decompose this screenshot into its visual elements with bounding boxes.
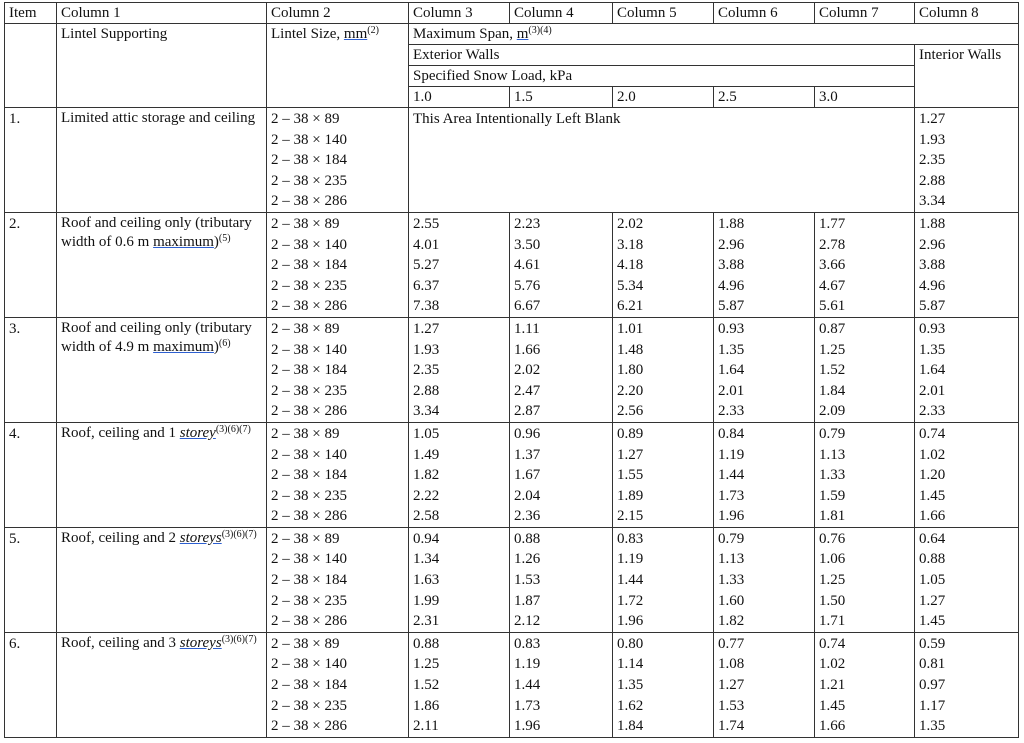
span-value: 1.66 — [514, 341, 541, 358]
exterior-span-cell — [714, 632, 815, 737]
span-value: 0.77 — [718, 635, 745, 652]
lintel-supporting-tail: ) — [213, 233, 219, 250]
span-value: 1.84 — [819, 382, 846, 399]
span-value: 0.83 — [514, 635, 541, 652]
span-value: 4.61 — [514, 257, 541, 274]
interior-span-value: 1.35 — [919, 718, 946, 735]
span-value: 1.26 — [514, 551, 541, 568]
span-value: 2.33 — [718, 403, 745, 420]
header-column-8: Column 8 — [915, 3, 1019, 24]
lintel-size: 2 – 38 × 286 — [271, 613, 347, 630]
span-value: 1.73 — [514, 697, 541, 714]
span-value: 2.15 — [617, 508, 644, 525]
exterior-span-cell — [510, 632, 613, 737]
interior-span-value: 0.81 — [919, 656, 946, 673]
span-value: 5.87 — [718, 298, 745, 315]
header-column-5: Column 5 — [613, 3, 714, 24]
exterior-span-cell — [714, 317, 815, 422]
span-value: 1.13 — [718, 551, 745, 568]
span-value: 1.25 — [819, 341, 846, 358]
span-value: 3.66 — [819, 257, 846, 274]
interior-span-cell — [915, 422, 1019, 527]
span-value: 2.87 — [514, 403, 541, 420]
lintel-size-cell — [267, 527, 409, 632]
lintel-size: 2 – 38 × 140 — [271, 656, 347, 673]
lintel-size: 2 – 38 × 184 — [271, 257, 347, 274]
span-value: 2.56 — [617, 403, 644, 420]
storey-definition-link[interactable]: storeys — [179, 529, 222, 546]
snow-load-1-0: 1.0 — [409, 87, 510, 108]
span-value: 1.96 — [617, 613, 644, 630]
exterior-span-cell — [510, 422, 613, 527]
span-value: 2.36 — [514, 508, 541, 525]
span-value: 3.34 — [413, 403, 440, 420]
lintel-size: 2 – 38 × 140 — [271, 446, 347, 463]
span-value: 0.84 — [718, 425, 745, 442]
span-value: 1.48 — [617, 341, 644, 358]
span-value: 1.88 — [718, 215, 745, 232]
span-value: 1.21 — [819, 677, 846, 694]
span-value: 4.01 — [413, 236, 440, 253]
lintel-supporting-text — [61, 424, 266, 443]
header-column-4: Column 4 — [510, 3, 613, 24]
interior-span-cell — [915, 212, 1019, 317]
exterior-span-cell — [409, 212, 510, 317]
span-value: 2.11 — [413, 718, 439, 735]
interior-span-value: 1.17 — [919, 697, 946, 714]
span-value: 0.80 — [617, 635, 644, 652]
span-value: 2.78 — [819, 236, 846, 253]
lintel-size-cell — [267, 212, 409, 317]
span-value: 1.66 — [819, 718, 846, 735]
span-value: 1.11 — [514, 320, 540, 337]
item-number: 2. — [5, 212, 57, 317]
header-item: Item — [5, 3, 57, 24]
item-number: 1. — [5, 108, 57, 213]
interior-span-value: 1.45 — [919, 613, 946, 630]
interior-span-value: 2.33 — [919, 403, 946, 420]
lintel-size: 2 – 38 × 184 — [271, 572, 347, 589]
header-row-descriptions — [5, 24, 1019, 45]
span-value: 0.87 — [819, 320, 846, 337]
snow-load-3-0: 3.0 — [815, 87, 915, 108]
snow-load-2-0: 2.0 — [613, 87, 714, 108]
interior-span-value: 2.01 — [919, 382, 946, 399]
lintel-size: 2 – 38 × 235 — [271, 172, 347, 189]
span-value: 1.86 — [413, 697, 440, 714]
span-value: 0.94 — [413, 530, 440, 547]
lintel-supporting-text — [61, 634, 266, 653]
span-value: 1.53 — [718, 697, 745, 714]
span-value: 3.50 — [514, 236, 541, 253]
lintel-supporting-label: Roof, ceiling and 2 — [61, 529, 180, 546]
span-value: 0.79 — [718, 530, 745, 547]
exterior-span-cell — [510, 527, 613, 632]
interior-span-value: 0.88 — [919, 551, 946, 568]
interior-span-value: 1.35 — [919, 341, 946, 358]
exterior-span-cell — [714, 422, 815, 527]
exterior-span-cell — [613, 317, 714, 422]
span-value: 1.27 — [413, 320, 440, 337]
lintel-supporting-text — [61, 214, 266, 252]
interior-span-value: 1.66 — [919, 508, 946, 525]
interior-span-value: 0.74 — [919, 425, 946, 442]
span-value: 3.18 — [617, 236, 644, 253]
lintel-size-label: Lintel Size, — [271, 26, 344, 42]
span-value: 3.88 — [718, 257, 745, 274]
interior-span-value: 2.96 — [919, 236, 946, 253]
span-value: 1.84 — [617, 718, 644, 735]
span-value: 1.35 — [718, 341, 745, 358]
interior-span-value: 5.87 — [919, 298, 946, 315]
interior-span-value: 1.45 — [919, 487, 946, 504]
exterior-span-cell — [409, 422, 510, 527]
span-value: 1.44 — [514, 677, 541, 694]
interior-span-value: 1.20 — [919, 467, 946, 484]
item-number: 4. — [5, 422, 57, 527]
header-item-blank — [5, 24, 57, 108]
header-row-columns — [5, 3, 1019, 24]
span-value: 0.83 — [617, 530, 644, 547]
header-lintel-size — [267, 24, 409, 108]
lintel-supporting-text — [61, 319, 266, 357]
span-value: 2.20 — [617, 382, 644, 399]
span-value: 0.79 — [819, 425, 846, 442]
span-value: 2.23 — [514, 215, 541, 232]
span-value: 2.04 — [514, 487, 541, 504]
table-row — [5, 422, 1019, 527]
table-row — [5, 108, 1019, 213]
interior-span-value: 1.88 — [919, 215, 946, 232]
span-value: 5.76 — [514, 277, 541, 294]
item-number: 6. — [5, 632, 57, 737]
span-value: 1.19 — [514, 656, 541, 673]
lintel-size-cell — [267, 632, 409, 737]
span-value: 2.01 — [718, 382, 745, 399]
span-value: 6.21 — [617, 298, 644, 315]
span-value: 7.38 — [413, 298, 440, 315]
span-value: 1.63 — [413, 572, 440, 589]
lintel-size: 2 – 38 × 89 — [271, 111, 340, 127]
lintel-size: 2 – 38 × 286 — [271, 508, 347, 525]
span-value: 1.33 — [819, 467, 846, 484]
lintel-size: 2 – 38 × 140 — [271, 551, 347, 568]
exterior-span-cell — [409, 317, 510, 422]
exterior-span-cell — [815, 527, 915, 632]
table-row — [5, 212, 1019, 317]
lintel-supporting-label: Roof and ceiling only (tributary width of 0.6 m — [61, 214, 252, 250]
span-value: 1.27 — [617, 446, 644, 463]
lintel-size: 2 – 38 × 235 — [271, 487, 347, 504]
span-value: 1.49 — [413, 446, 440, 463]
span-value: 6.37 — [413, 277, 440, 294]
interior-span-cell — [915, 317, 1019, 422]
span-value: 1.35 — [617, 677, 644, 694]
span-value: 1.67 — [514, 467, 541, 484]
interior-span-value: 3.88 — [919, 257, 946, 274]
span-value: 1.06 — [819, 551, 846, 568]
intentionally-blank-cell: This Area Intentionally Left Blank — [409, 108, 915, 213]
span-value: 1.81 — [819, 508, 846, 525]
lintel-size: 2 – 38 × 89 — [271, 530, 340, 547]
storey-definition-link[interactable]: storeys — [179, 634, 222, 651]
header-column-6: Column 6 — [714, 3, 815, 24]
lintel-size: 2 – 38 × 235 — [271, 697, 347, 714]
lintel-supporting-cell — [57, 212, 267, 317]
span-value: 5.27 — [413, 257, 440, 274]
interior-span-value: 0.93 — [919, 320, 946, 337]
header-interior-walls: Interior Walls — [915, 45, 1019, 108]
span-value: 1.19 — [718, 446, 745, 463]
interior-span-value: 0.64 — [919, 530, 946, 547]
span-value: 1.01 — [617, 320, 644, 337]
lintel-size: 2 – 38 × 184 — [271, 362, 347, 379]
lintel-supporting-label: Roof and ceiling only (tributary width of 4.9 m — [61, 319, 252, 355]
maximum-definition-link[interactable]: maximum — [153, 233, 214, 250]
lintel-supporting-cell — [57, 108, 267, 213]
interior-span-cell — [915, 527, 1019, 632]
lintel-size: 2 – 38 × 89 — [271, 635, 340, 652]
lintel-size: 2 – 38 × 140 — [271, 236, 347, 253]
lintel-size: 2 – 38 × 286 — [271, 718, 347, 735]
lintel-size: 2 – 38 × 184 — [271, 677, 347, 694]
footnote-ref: (3)(6)(7) — [221, 633, 257, 645]
lintel-size: 2 – 38 × 286 — [271, 193, 347, 210]
lintel-size: 2 – 38 × 235 — [271, 277, 347, 294]
header-lintel-supporting: Lintel Supporting — [57, 24, 267, 108]
span-value: 1.13 — [819, 446, 846, 463]
interior-span-value: 3.34 — [919, 193, 946, 210]
exterior-span-cell — [613, 527, 714, 632]
lintel-size: 2 – 38 × 89 — [271, 215, 340, 232]
lintel-size: 2 – 38 × 140 — [271, 131, 347, 148]
span-value: 1.77 — [819, 215, 846, 232]
span-value: 1.82 — [413, 467, 440, 484]
exterior-span-cell — [613, 632, 714, 737]
span-value: 0.93 — [718, 320, 745, 337]
span-value: 1.02 — [819, 656, 846, 673]
exterior-span-cell — [714, 212, 815, 317]
span-value: 2.55 — [413, 215, 440, 232]
exterior-span-cell — [815, 422, 915, 527]
span-value: 1.52 — [819, 362, 846, 379]
exterior-span-cell — [714, 527, 815, 632]
span-value: 1.87 — [514, 592, 541, 609]
lintel-size: 2 – 38 × 235 — [271, 592, 347, 609]
header-column-2: Column 2 — [267, 3, 409, 24]
span-value: 2.12 — [514, 613, 541, 630]
span-value: 1.37 — [514, 446, 541, 463]
lintel-span-table — [4, 2, 1019, 738]
span-value: 0.89 — [617, 425, 644, 442]
span-value: 1.55 — [617, 467, 644, 484]
exterior-span-cell — [613, 212, 714, 317]
exterior-span-cell — [510, 212, 613, 317]
span-value: 1.45 — [819, 697, 846, 714]
snow-load-2-5: 2.5 — [714, 87, 815, 108]
span-value: 1.60 — [718, 592, 745, 609]
lintel-supporting-label: Limited attic storage and ceiling — [61, 110, 256, 126]
span-value: 4.96 — [718, 277, 745, 294]
lintel-size: 2 – 38 × 140 — [271, 341, 347, 358]
span-value: 1.82 — [718, 613, 745, 630]
lintel-supporting-cell — [57, 317, 267, 422]
interior-span-value: 0.97 — [919, 677, 946, 694]
footnote-ref: (5) — [218, 232, 231, 244]
interior-span-cell — [915, 108, 1019, 213]
interior-span-value: 1.64 — [919, 362, 946, 379]
footnote-ref: (3)(6)(7) — [215, 423, 251, 435]
mm-unit-link[interactable]: mm — [343, 26, 368, 42]
span-value: 1.08 — [718, 656, 745, 673]
span-value: 0.88 — [413, 635, 440, 652]
exterior-span-cell — [409, 527, 510, 632]
header-column-1: Column 1 — [57, 3, 267, 24]
span-value: 1.93 — [413, 341, 440, 358]
span-value: 1.27 — [718, 677, 745, 694]
span-value: 1.80 — [617, 362, 644, 379]
interior-span-value: 0.59 — [919, 635, 946, 652]
interior-span-value: 1.05 — [919, 572, 946, 589]
header-column-3: Column 3 — [409, 3, 510, 24]
span-value: 1.74 — [718, 718, 745, 735]
lintel-supporting-cell — [57, 527, 267, 632]
span-value: 1.96 — [514, 718, 541, 735]
span-value: 4.67 — [819, 277, 846, 294]
span-value: 1.14 — [617, 656, 644, 673]
span-value: 0.76 — [819, 530, 846, 547]
span-value: 1.33 — [718, 572, 745, 589]
footnote-ref: (3)(6)(7) — [221, 528, 257, 540]
span-value: 1.44 — [617, 572, 644, 589]
span-value: 1.25 — [819, 572, 846, 589]
exterior-span-cell — [815, 317, 915, 422]
span-value: 1.62 — [617, 697, 644, 714]
span-value: 0.74 — [819, 635, 846, 652]
lintel-size: 2 – 38 × 286 — [271, 403, 347, 420]
lintel-size: 2 – 38 × 184 — [271, 152, 347, 169]
lintel-size-cell — [267, 108, 409, 213]
span-value: 1.89 — [617, 487, 644, 504]
exterior-span-cell — [613, 422, 714, 527]
snow-load-1-5: 1.5 — [510, 87, 613, 108]
span-value: 2.35 — [413, 362, 440, 379]
span-value: 2.47 — [514, 382, 541, 399]
interior-span-cell — [915, 632, 1019, 737]
span-value: 1.96 — [718, 508, 745, 525]
span-value: 1.05 — [413, 425, 440, 442]
m-unit-link[interactable]: m — [516, 26, 529, 42]
item-number: 5. — [5, 527, 57, 632]
interior-span-value: 1.27 — [919, 592, 946, 609]
lintel-size: 2 – 38 × 235 — [271, 382, 347, 399]
lintel-size-cell — [267, 422, 409, 527]
lintel-supporting-label: Roof, ceiling and 3 — [61, 634, 180, 651]
header-snow-load: Specified Snow Load, kPa — [409, 66, 915, 87]
exterior-span-cell — [815, 212, 915, 317]
span-value: 1.71 — [819, 613, 846, 630]
lintel-supporting-cell — [57, 632, 267, 737]
span-value: 1.99 — [413, 592, 440, 609]
lintel-span-table-container — [4, 2, 1018, 738]
storey-definition-link[interactable]: storey — [179, 424, 216, 441]
lintel-size-cell — [267, 317, 409, 422]
interior-span-value: 1.02 — [919, 446, 946, 463]
maximum-definition-link[interactable]: maximum — [153, 338, 214, 355]
lintel-size: 2 – 38 × 286 — [271, 298, 347, 315]
span-value: 1.59 — [819, 487, 846, 504]
header-column-7: Column 7 — [815, 3, 915, 24]
span-value: 1.73 — [718, 487, 745, 504]
span-value: 5.34 — [617, 277, 644, 294]
span-value: 2.58 — [413, 508, 440, 525]
table-row — [5, 527, 1019, 632]
table-row — [5, 317, 1019, 422]
lintel-size: 2 – 38 × 184 — [271, 467, 347, 484]
lintel-size: 2 – 38 × 89 — [271, 425, 340, 442]
interior-span-value: 2.88 — [919, 172, 946, 189]
exterior-span-cell — [510, 317, 613, 422]
interior-span-value: 1.93 — [919, 131, 946, 148]
span-value: 1.19 — [617, 551, 644, 568]
interior-span-value: 4.96 — [919, 277, 946, 294]
lintel-size-note: (2) — [367, 25, 379, 36]
exterior-span-cell — [409, 632, 510, 737]
lintel-supporting-text — [61, 109, 266, 128]
span-value: 1.34 — [413, 551, 440, 568]
span-value: 2.02 — [514, 362, 541, 379]
lintel-supporting-tail: ) — [213, 338, 219, 355]
max-span-label: Maximum Span, — [413, 26, 517, 42]
span-value: 0.88 — [514, 530, 541, 547]
span-value: 1.53 — [514, 572, 541, 589]
span-value: 6.67 — [514, 298, 541, 315]
exterior-span-cell — [815, 632, 915, 737]
footnote-ref: (6) — [218, 337, 231, 349]
interior-span-value: 1.27 — [919, 111, 946, 127]
span-value: 1.52 — [413, 677, 440, 694]
span-value: 4.18 — [617, 257, 644, 274]
header-max-span — [409, 24, 1019, 45]
span-value: 0.96 — [514, 425, 541, 442]
span-value: 1.64 — [718, 362, 745, 379]
interior-span-value: 2.35 — [919, 152, 946, 169]
span-value: 1.50 — [819, 592, 846, 609]
lintel-supporting-text — [61, 529, 266, 548]
span-value: 1.44 — [718, 467, 745, 484]
span-value: 2.22 — [413, 487, 440, 504]
span-value: 2.31 — [413, 613, 440, 630]
lintel-supporting-cell — [57, 422, 267, 527]
span-value: 1.72 — [617, 592, 644, 609]
span-value: 2.88 — [413, 382, 440, 399]
span-value: 2.09 — [819, 403, 846, 420]
lintel-size: 2 – 38 × 89 — [271, 320, 340, 337]
span-value: 2.96 — [718, 236, 745, 253]
item-number: 3. — [5, 317, 57, 422]
max-span-note: (3)(4) — [528, 25, 552, 36]
span-value: 2.02 — [617, 215, 644, 232]
span-value: 5.61 — [819, 298, 846, 315]
table-row — [5, 632, 1019, 737]
span-value: 1.25 — [413, 656, 440, 673]
lintel-supporting-label: Roof, ceiling and 1 — [61, 424, 180, 441]
header-exterior-walls: Exterior Walls — [409, 45, 915, 66]
